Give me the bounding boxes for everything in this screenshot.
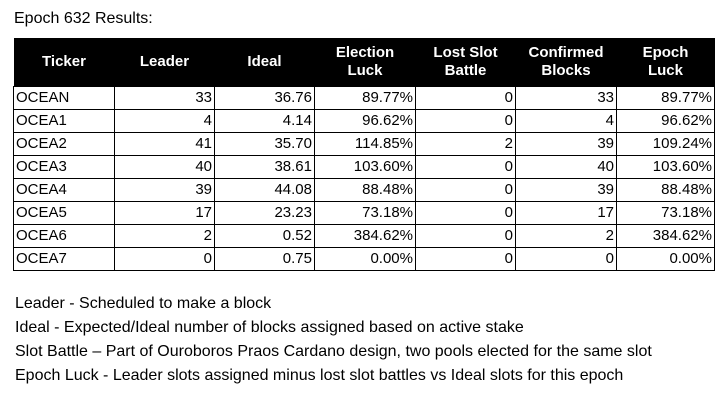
cell-leader: 33 — [115, 86, 215, 109]
table-header-row — [14, 38, 715, 86]
cell-ideal: 0.52 — [215, 224, 315, 247]
cell-epoch-luck: 96.62% — [617, 109, 715, 132]
cell-lost-slot-battle: 0 — [416, 109, 516, 132]
header-ideal: Ideal — [215, 38, 315, 86]
cell-ticker: OCEA7 — [14, 247, 115, 270]
table-row — [14, 201, 715, 224]
cell-confirmed-blocks: 2 — [516, 224, 617, 247]
cell-lost-slot-battle: 0 — [416, 178, 516, 201]
header-leader: Leader — [115, 38, 215, 86]
note-slot-battle: Slot Battle – Part of Ouroboros Praos Cardano design, two pools elected for the same slot — [15, 343, 652, 360]
cell-confirmed-blocks: 33 — [516, 86, 617, 109]
cell-confirmed-blocks: 39 — [516, 132, 617, 155]
cell-election-luck: 103.60% — [315, 155, 416, 178]
cell-ticker: OCEA3 — [14, 155, 115, 178]
cell-epoch-luck: 103.60% — [617, 155, 715, 178]
cell-epoch-luck: 89.77% — [617, 86, 715, 109]
cell-lost-slot-battle: 2 — [416, 132, 516, 155]
cell-leader: 40 — [115, 155, 215, 178]
table-body — [14, 86, 715, 270]
cell-ticker: OCEA4 — [14, 178, 115, 201]
cell-leader: 17 — [115, 201, 215, 224]
cell-election-luck: 88.48% — [315, 178, 416, 201]
cell-ideal: 23.23 — [215, 201, 315, 224]
header-election-luck: Election Luck — [315, 38, 416, 86]
cell-leader: 41 — [115, 132, 215, 155]
cell-lost-slot-battle: 0 — [416, 155, 516, 178]
cell-leader: 4 — [115, 109, 215, 132]
note-epoch-luck: Epoch Luck - Leader slots assigned minus lost slot battles vs Ideal slots for this epoch — [15, 367, 624, 384]
header-ticker: Ticker — [14, 38, 115, 86]
table-row — [14, 132, 715, 155]
cell-lost-slot-battle: 0 — [416, 201, 516, 224]
cell-epoch-luck: 0.00% — [617, 247, 715, 270]
cell-ticker: OCEA1 — [14, 109, 115, 132]
cell-election-luck: 73.18% — [315, 201, 416, 224]
cell-election-luck: 96.62% — [315, 109, 416, 132]
cell-ticker: OCEA6 — [14, 224, 115, 247]
header-lost-slot-battle: Lost Slot Battle — [416, 38, 516, 86]
table-row — [14, 178, 715, 201]
cell-lost-slot-battle: 0 — [416, 86, 516, 109]
cell-leader: 2 — [115, 224, 215, 247]
cell-election-luck: 114.85% — [315, 132, 416, 155]
cell-ideal: 38.61 — [215, 155, 315, 178]
note-ideal: Ideal - Expected/Ideal number of blocks assigned based on active stake — [15, 319, 524, 336]
cell-ticker: OCEA2 — [14, 132, 115, 155]
table-row — [14, 155, 715, 178]
header-epoch-luck: Epoch Luck — [617, 38, 715, 86]
cell-ticker: OCEAN — [14, 86, 115, 109]
cell-confirmed-blocks: 17 — [516, 201, 617, 224]
notes-section — [15, 292, 652, 388]
cell-epoch-luck: 88.48% — [617, 178, 715, 201]
results-table — [13, 38, 715, 271]
cell-leader: 39 — [115, 178, 215, 201]
cell-election-luck: 0.00% — [315, 247, 416, 270]
cell-election-luck: 384.62% — [315, 224, 416, 247]
cell-election-luck: 89.77% — [315, 86, 416, 109]
cell-ideal: 4.14 — [215, 109, 315, 132]
table-row — [14, 247, 715, 270]
cell-leader: 0 — [115, 247, 215, 270]
cell-lost-slot-battle: 0 — [416, 247, 516, 270]
note-leader: Leader - Scheduled to make a block — [15, 295, 272, 312]
cell-ideal: 44.08 — [215, 178, 315, 201]
cell-ticker: OCEA5 — [14, 201, 115, 224]
cell-confirmed-blocks: 4 — [516, 109, 617, 132]
cell-confirmed-blocks: 0 — [516, 247, 617, 270]
cell-epoch-luck: 109.24% — [617, 132, 715, 155]
cell-confirmed-blocks: 40 — [516, 155, 617, 178]
cell-confirmed-blocks: 39 — [516, 178, 617, 201]
cell-ideal: 35.70 — [215, 132, 315, 155]
table-row — [14, 224, 715, 247]
cell-epoch-luck: 73.18% — [617, 201, 715, 224]
cell-ideal: 36.76 — [215, 86, 315, 109]
table-row — [14, 109, 715, 132]
page-title: Epoch 632 Results: — [14, 10, 153, 27]
table-row — [14, 86, 715, 109]
cell-lost-slot-battle: 0 — [416, 224, 516, 247]
header-confirmed-blocks: Confirmed Blocks — [516, 38, 617, 86]
cell-epoch-luck: 384.62% — [617, 224, 715, 247]
cell-ideal: 0.75 — [215, 247, 315, 270]
